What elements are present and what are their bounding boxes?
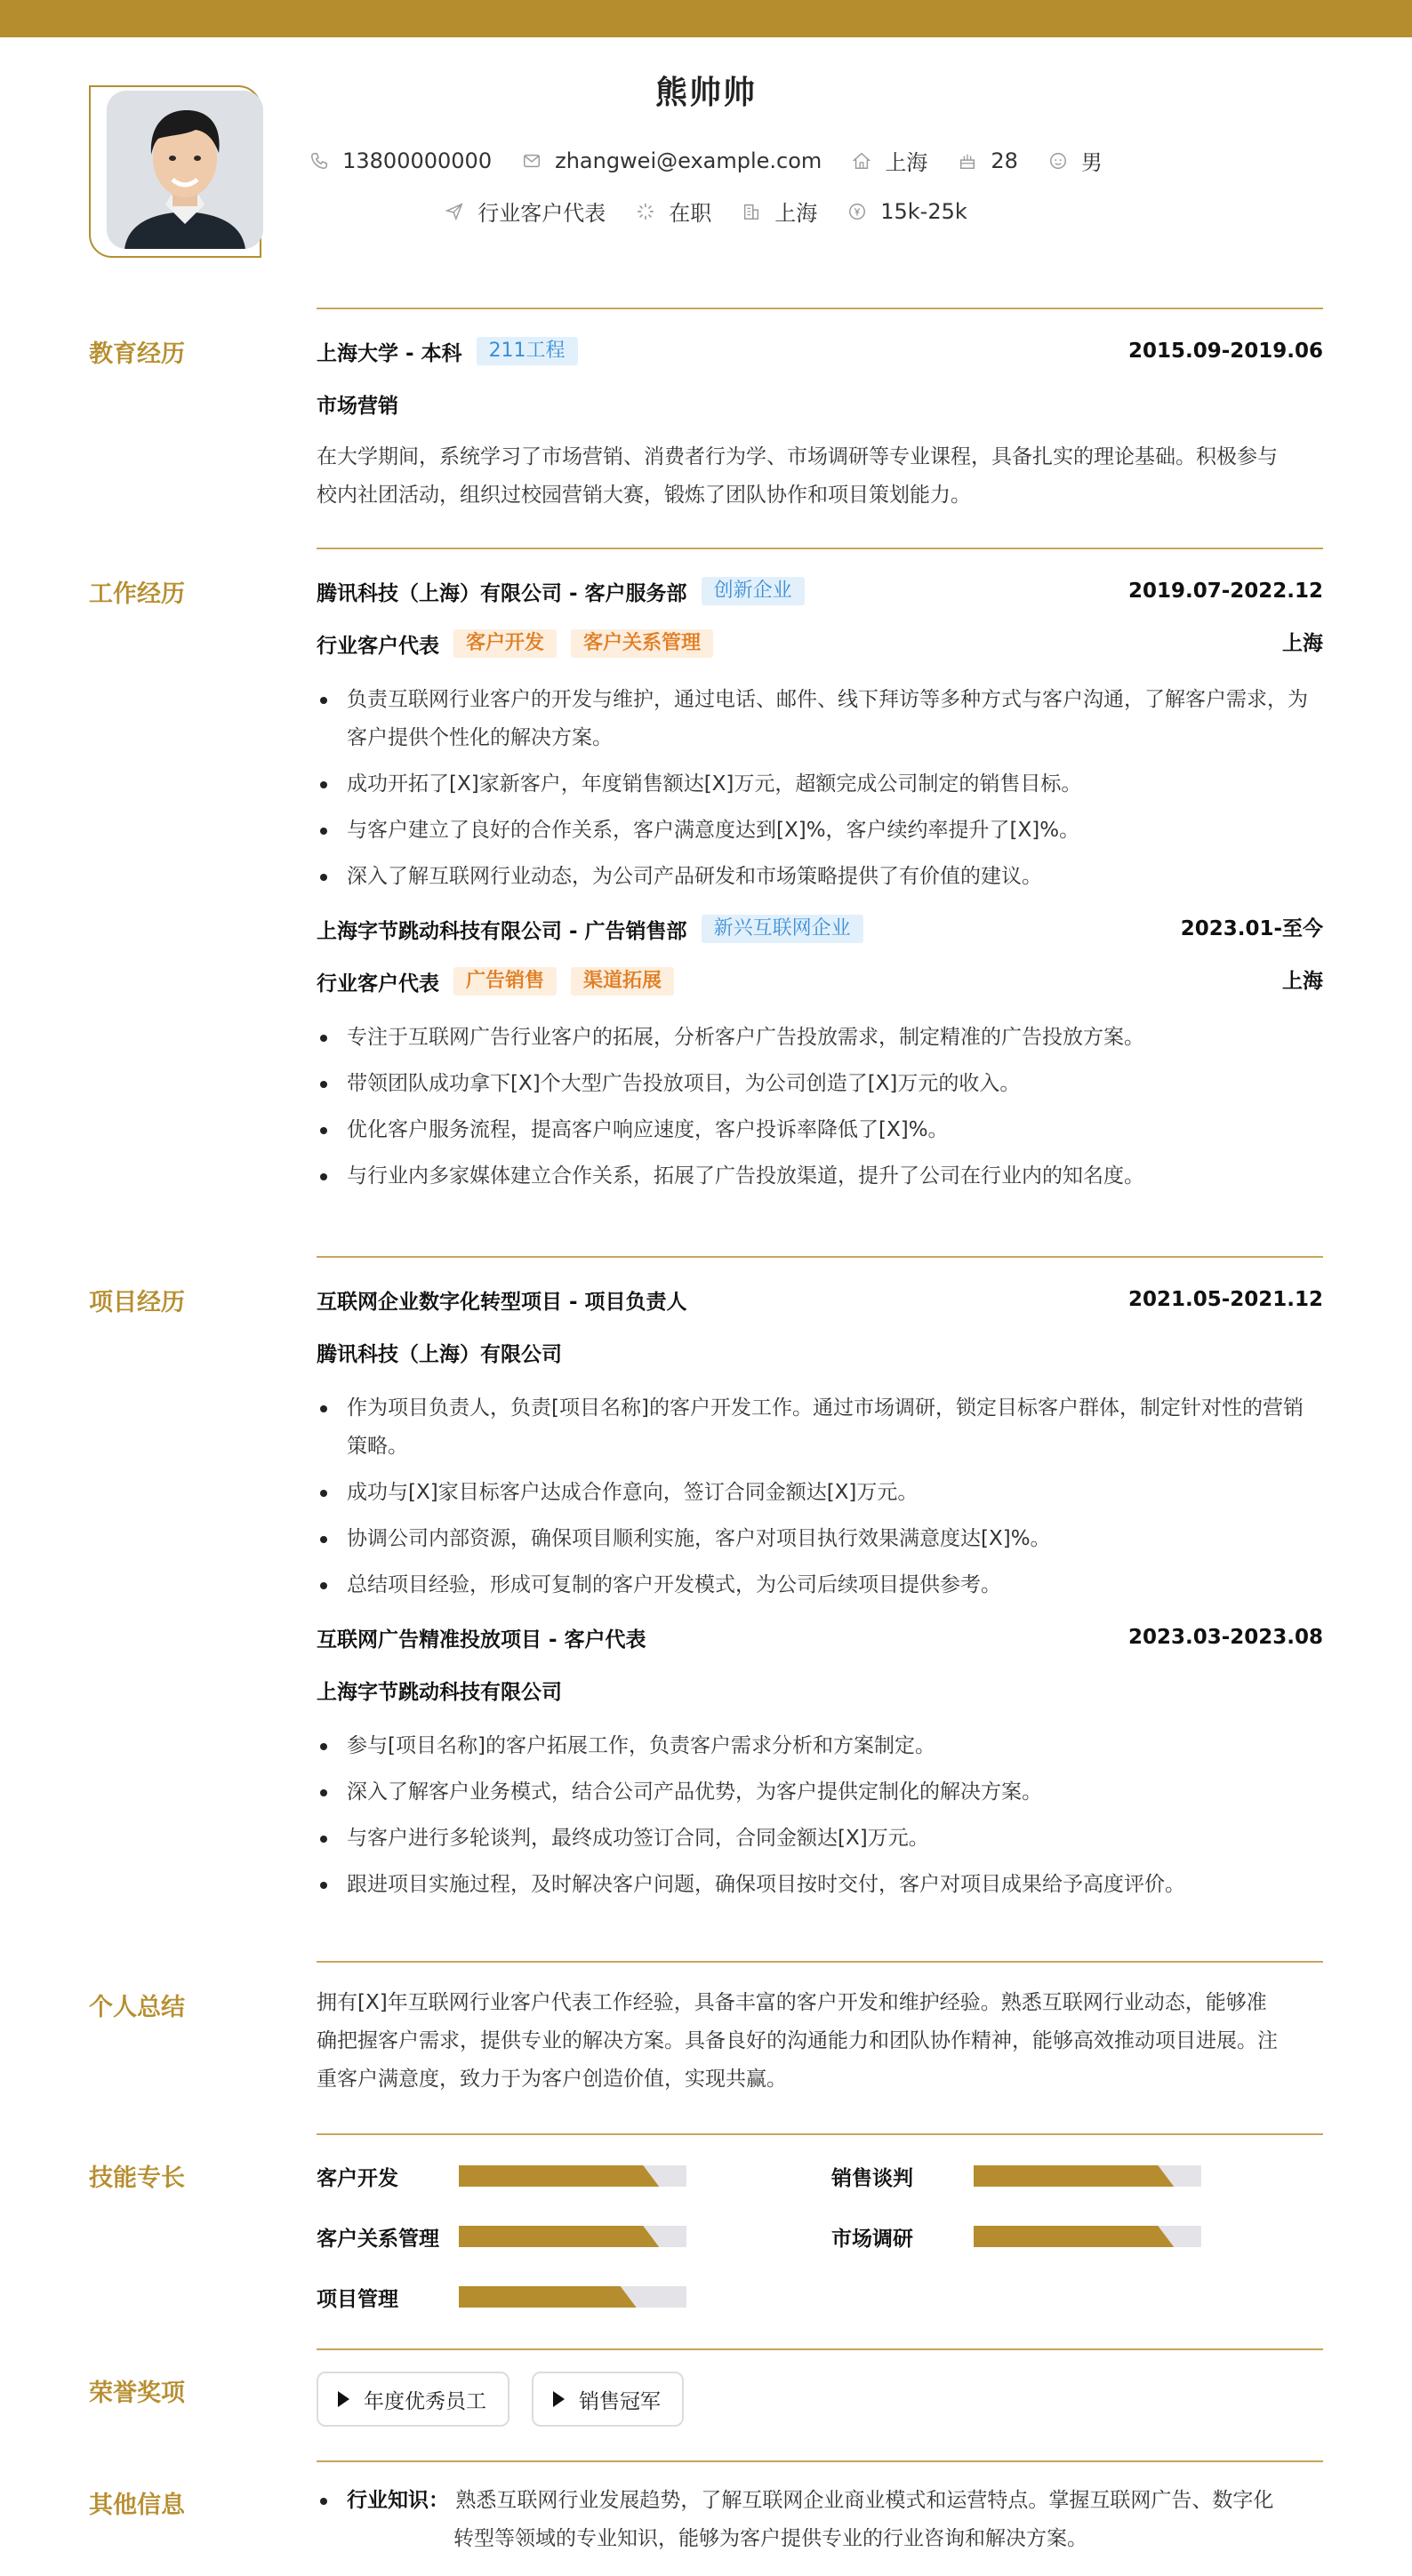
section-title: 工作经历 <box>89 580 185 608</box>
education-content <box>317 336 1323 515</box>
skill-item <box>831 2162 1201 2190</box>
list-item: 带领团队成功拿下[X]个大型广告投放项目，为公司创造了[X]万元的收入。 <box>317 1065 1323 1103</box>
list-item: 专注于互联网广告行业客户的拓展，分析客户广告投放需求，制定精准的广告投放方案。 <box>317 1019 1323 1057</box>
project-bullets <box>317 1389 1323 1604</box>
list-item: 与客户进行多轮谈判，最终成功签订合同，合同金额达[X]万元。 <box>317 1820 1323 1858</box>
project-header-row <box>317 1284 1323 1324</box>
play-icon <box>553 2391 565 2407</box>
job-target-text: 行业客户代表 <box>477 201 606 226</box>
building-icon <box>742 202 761 221</box>
job-role: 行业客户代表 <box>317 972 439 996</box>
skill-fill <box>459 2165 659 2187</box>
other-text-continued: 转型等领域的专业知识，能够为客户提供专业的行业咨询和解决方案。 <box>453 2527 1087 2550</box>
skill-item <box>317 2222 686 2251</box>
award-badge <box>317 2372 509 2427</box>
salary-text: 15k-25k <box>880 198 967 224</box>
skill-tag: 广告销售 <box>453 967 557 996</box>
project-date: 2021.05-2021.12 <box>1127 1288 1323 1311</box>
skill-tag: 客户开发 <box>453 629 557 658</box>
company-tag: 新兴互联网企业 <box>702 915 863 943</box>
skill-name: 市场调研 <box>831 2227 913 2251</box>
section-divider <box>317 308 1323 309</box>
skill-tag: 渠道拓展 <box>571 967 674 996</box>
award-name: 年度优秀员工 <box>364 2389 486 2413</box>
job-city: 上海 <box>1282 632 1323 655</box>
project-bullets <box>317 1727 1323 1904</box>
project-company: 腾讯科技（上海）有限公司 <box>317 1342 562 1366</box>
education-description: 在大学期间，系统学习了市场营销、消费者行为学、市场调研等专业课程，具备扎实的理论基础。积极参与 校内社团活动，组织过校园营销大赛，锻炼了团队协作和项目策划能力。 <box>317 445 1278 507</box>
project-entry <box>317 1284 1323 1604</box>
section-title: 教育经历 <box>89 340 185 368</box>
job-bullets <box>317 681 1323 896</box>
awards-content <box>317 2372 1323 2428</box>
school-tag: 211工程 <box>477 337 578 365</box>
skills-content <box>317 2133 1323 2311</box>
skill-fill <box>459 2286 637 2308</box>
salary-item <box>847 199 967 224</box>
age-text: 28 <box>991 148 1018 173</box>
company-tag: 创新企业 <box>702 577 805 605</box>
project-name: 互联网广告精准投放项目 - 客户代表 <box>317 1628 646 1652</box>
home-icon <box>852 151 871 171</box>
gender-text: 男 <box>1080 150 1103 175</box>
section-title: 项目经历 <box>89 1289 185 1316</box>
award-badge <box>532 2372 684 2427</box>
skill-bar <box>974 2165 1201 2187</box>
list-item: 协调公司内部资源，确保项目顺利实施，客户对项目执行效果满意度达[X]%。 <box>317 1520 1323 1558</box>
list-item: 与客户建立了良好的合作关系，客户满意度达到[X]%，客户续约率提升了[X]%。 <box>317 812 1323 850</box>
skill-bar <box>459 2286 686 2308</box>
section-divider <box>317 2460 1323 2462</box>
project-company: 上海字节跳动科技有限公司 <box>317 1680 562 1704</box>
face-icon <box>1048 151 1068 171</box>
skill-name: 客户关系管理 <box>317 2227 439 2251</box>
job-city: 上海 <box>1282 970 1323 993</box>
skill-bar <box>459 2165 686 2187</box>
job-date: 2023.01-至今 <box>1180 917 1323 940</box>
education-date: 2015.09-2019.06 <box>1127 340 1323 363</box>
list-item: 参与[项目名称]的客户拓展工作，负责客户需求分析和方案制定。 <box>317 1727 1323 1765</box>
section-divider <box>317 548 1323 549</box>
work-content <box>317 576 1323 1204</box>
skill-tag: 客户关系管理 <box>571 629 713 658</box>
other-label: 行业知识： <box>347 2489 449 2512</box>
city-text: 上海 <box>774 201 818 226</box>
skill-item <box>831 2222 1201 2251</box>
section-title: 个人总结 <box>89 1994 185 2021</box>
project-header-row <box>317 1622 1323 1661</box>
job-entry <box>317 576 1323 896</box>
skill-fill <box>974 2226 1174 2247</box>
job-company: 上海字节跳动科技有限公司 - 广告销售部 <box>317 919 687 943</box>
project-company-row <box>317 1337 1323 1376</box>
gender-item <box>1048 145 1103 176</box>
list-item: 作为项目负责人，负责[项目名称]的客户开发工作。通过市场调研，锁定目标客户群体，制定针对性的营销策略。 <box>317 1389 1323 1466</box>
project-name: 互联网企业数字化转型项目 - 项目负责人 <box>317 1290 687 1314</box>
job-bullets <box>317 1019 1323 1196</box>
summary-text: 拥有[X]年互联网行业客户代表工作经验，具备丰富的客户开发和维护经验。熟悉互联网行业动态，能够准 确把握客户需求，提供专业的解决方案。具备良好的沟通能力和团队协作精神，能够高效推动项目进展。注 重客户满意度，致力于为客户创造价值，实现共赢。 <box>317 1991 1278 2091</box>
phone-number: 13800000000 <box>342 148 493 173</box>
section-divider <box>317 1961 1323 1963</box>
skill-item <box>317 2162 686 2190</box>
project-entry <box>317 1622 1323 1904</box>
list-item: 总结项目经验，形成可复制的客户开发模式，为公司后续项目提供参考。 <box>317 1566 1323 1604</box>
send-icon <box>445 202 464 221</box>
list-item: 负责互联网行业客户的开发与维护，通过电话、邮件、线下拜访等多种方式与客户沟通，了解客户需求，为客户提供个性化的解决方案。 <box>317 681 1323 757</box>
job-header-row <box>317 576 1323 615</box>
job-header-row <box>317 914 1323 953</box>
other-text: 熟悉互联网行业发展趋势，了解互联网企业商业模式和运营特点。掌握互联网广告、数字化 <box>455 2489 1274 2512</box>
skill-fill <box>974 2165 1174 2187</box>
candidate-name: 熊帅帅 <box>654 75 757 111</box>
other-list <box>317 2482 1323 2558</box>
skill-name: 客户开发 <box>317 2166 398 2190</box>
job-role: 行业客户代表 <box>317 634 439 658</box>
section-divider <box>317 2348 1323 2350</box>
skill-name: 项目管理 <box>317 2287 398 2311</box>
section-title: 其他信息 <box>89 2492 185 2519</box>
coin-icon <box>847 202 867 221</box>
section-title: 荣誉奖项 <box>89 2380 185 2407</box>
list-item: 与行业内多家媒体建立合作关系，拓展了广告投放渠道，提升了公司在行业内的知名度。 <box>317 1157 1323 1196</box>
skill-item <box>317 2283 686 2311</box>
city-item <box>742 196 817 227</box>
list-item: 成功与[X]家目标客户达成合作意向，签订合同金额达[X]万元。 <box>317 1474 1323 1512</box>
list-item: 深入了解互联网行业动态，为公司产品研发和市场策略提供了有价值的建议。 <box>317 858 1323 896</box>
award-name: 销售冠军 <box>579 2389 661 2413</box>
skill-bar <box>974 2226 1201 2247</box>
contact-row <box>0 145 1412 176</box>
location-item <box>852 145 927 176</box>
phone-item <box>309 148 492 173</box>
email-address: zhangwei@example.com <box>555 148 822 173</box>
project-company-row <box>317 1675 1323 1714</box>
age-item <box>958 148 1018 173</box>
location-text: 上海 <box>885 150 928 175</box>
list-item <box>317 2482 1323 2558</box>
skill-fill <box>459 2226 659 2247</box>
list-item: 跟进项目实施过程，及时解决客户问题，确保项目按时交付，客户对项目成果给予高度评价。 <box>317 1866 1323 1904</box>
major-row <box>317 388 1323 428</box>
section-divider <box>317 1256 1323 1258</box>
education-header-row <box>317 336 1323 375</box>
job-target-item <box>445 196 606 227</box>
major-name: 市场营销 <box>317 394 398 418</box>
status-text: 在职 <box>669 201 712 226</box>
school-name: 上海大学 - 本科 <box>317 341 462 365</box>
job-entry <box>317 914 1323 1196</box>
projects-content <box>317 1284 1323 1912</box>
email-item <box>522 148 822 173</box>
job-role-row <box>317 966 1323 1005</box>
top-accent-bar <box>0 0 1412 37</box>
loading-icon <box>636 202 655 221</box>
section-title: 技能专长 <box>89 2164 185 2192</box>
project-date: 2023.03-2023.08 <box>1127 1626 1323 1649</box>
job-company: 腾讯科技（上海）有限公司 - 客户服务部 <box>317 581 687 605</box>
job-role-row <box>317 628 1323 668</box>
cake-icon <box>958 151 977 171</box>
list-item: 深入了解客户业务模式，结合公司产品优势，为客户提供定制化的解决方案。 <box>317 1773 1323 1812</box>
status-item <box>636 196 711 227</box>
list-item: 成功开拓了[X]家新客户，年度销售额达[X]万元，超额完成公司制定的销售目标。 <box>317 765 1323 804</box>
job-intent-row <box>0 196 1412 227</box>
mail-icon <box>522 151 542 171</box>
phone-icon <box>309 151 329 171</box>
skill-name: 销售谈判 <box>831 2166 913 2190</box>
skill-bar <box>459 2226 686 2247</box>
play-icon <box>338 2391 349 2407</box>
job-date: 2019.07-2022.12 <box>1127 580 1323 603</box>
list-item: 优化客户服务流程，提高客户响应速度，客户投诉率降低了[X]%。 <box>317 1111 1323 1149</box>
